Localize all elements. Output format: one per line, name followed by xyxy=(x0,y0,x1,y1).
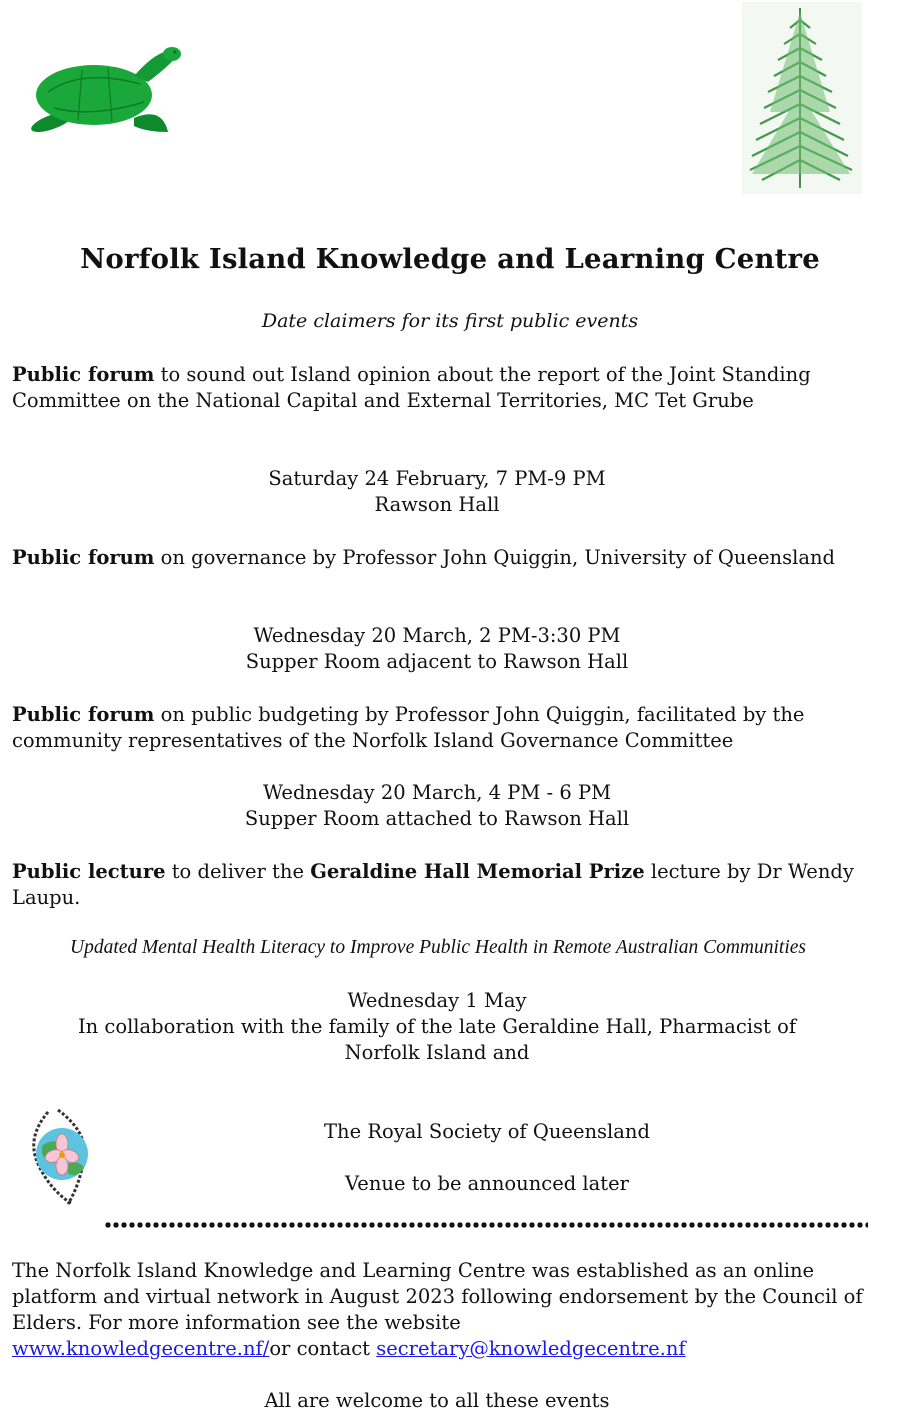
about-paragraph: The Norfolk Island Knowledge and Learning Centre was established as an online platform and virtual network in August 2023 following endorsement by the Council of Elders. For more information see the website www.knowledgecentre.nf/or contact secretary@knowledgecentre.nf xyxy=(12,1259,863,1360)
royal-society-logo-icon xyxy=(28,1108,98,1206)
event-3-description: Public forum on public budgeting by Professor John Quiggin, facilitated by the community representatives of the Norfolk Island Governance Committee xyxy=(12,703,805,752)
dotted-divider xyxy=(104,1222,868,1228)
lecture-date: Wednesday 1 May xyxy=(347,989,527,1012)
page-title: Norfolk Island Knowledge and Learning Centre xyxy=(80,243,820,275)
event-3-kind: Public forum xyxy=(12,703,155,726)
event-1-description: Public forum to sound out Island opinion about the report of the Joint Standing Committee on the National Capital and External Territories, MC Tet Grube xyxy=(12,363,811,412)
lecture-title: Updated Mental Health Literacy to Improve Public Health in Remote Australian Communities xyxy=(69,937,806,958)
lecture-collaboration: In collaboration with the family of the late Geraldine Hall, Pharmacist of Norfolk Island and xyxy=(77,1015,797,1064)
turtle-logo-icon xyxy=(22,40,182,135)
event-1-kind: Public forum xyxy=(12,363,155,386)
event-2-date: Wednesday 20 March, 2 PM-3:30 PM xyxy=(253,624,621,647)
event-2-description: Public forum on governance by Professor John Quiggin, University of Queensland xyxy=(12,546,836,569)
email-link[interactable]: secretary@knowledgecentre.nf xyxy=(376,1337,686,1360)
subtitle: Date claimers for its first public events xyxy=(261,310,639,332)
event-2-kind: Public forum xyxy=(12,546,155,569)
prize-name: Geraldine Hall Memorial Prize xyxy=(310,860,645,883)
event-2-venue: Supper Room adjacent to Rawson Hall xyxy=(245,650,629,673)
norfolk-pine-icon xyxy=(742,2,862,194)
lecture-kind: Public lecture xyxy=(12,860,166,883)
event-3-date: Wednesday 20 March, 4 PM - 6 PM xyxy=(262,781,612,804)
event-3-venue: Supper Room attached to Rawson Hall xyxy=(244,807,630,830)
partner-name: The Royal Society of Queensland xyxy=(324,1120,650,1143)
event-1-venue: Rawson Hall xyxy=(374,493,500,516)
website-link[interactable]: www.knowledgecentre.nf/ xyxy=(12,1337,270,1360)
event-1-date: Saturday 24 February, 7 PM-9 PM xyxy=(268,467,606,490)
venue-note: Venue to be announced later xyxy=(345,1172,629,1195)
welcome-text: All are welcome to all these events xyxy=(264,1389,610,1412)
lecture-description: Public lecture to deliver the Geraldine Hall Memorial Prize lecture by Dr Wendy Laupu. xyxy=(12,860,854,909)
